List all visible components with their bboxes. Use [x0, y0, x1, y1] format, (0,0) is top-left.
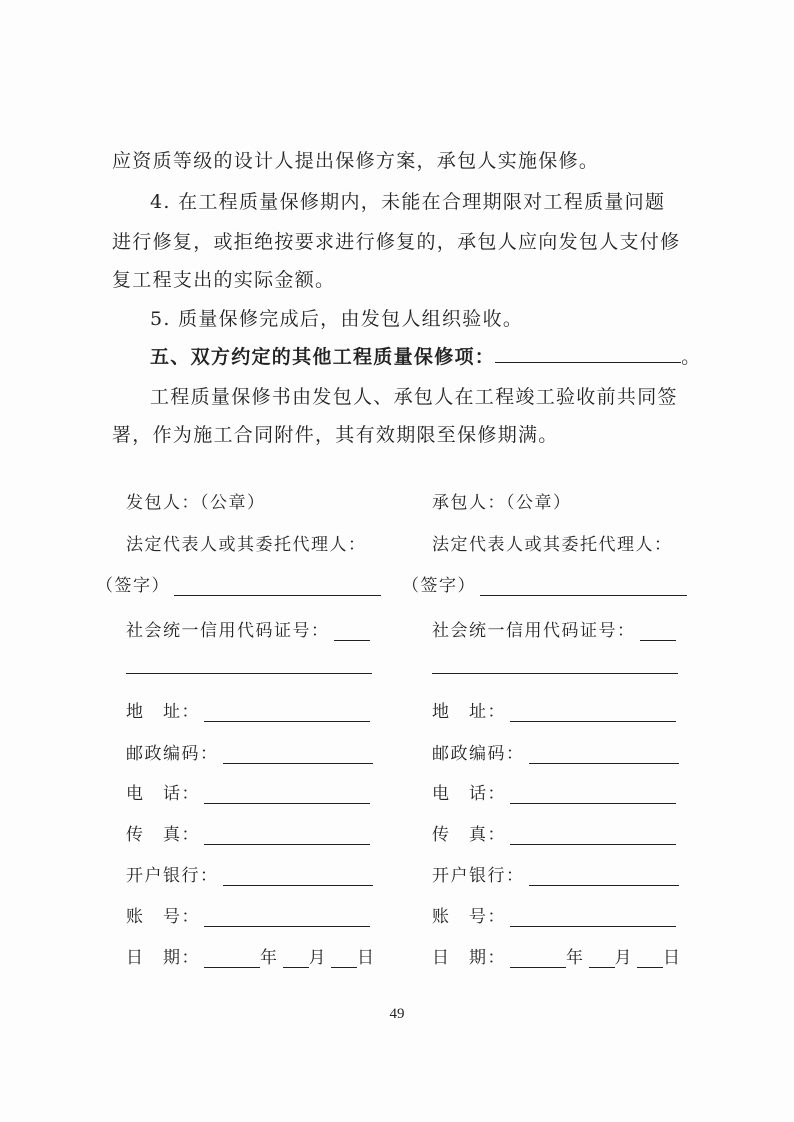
- right-credit-line-2: [432, 672, 678, 674]
- left-date-row: [126, 943, 376, 968]
- left-month-label: 月: [308, 948, 327, 968]
- right-day-line: [637, 949, 663, 968]
- paragraph-line: 署，作为施工合同附件，其有效期限至保修期满。: [112, 424, 559, 446]
- right-year-line: [510, 949, 566, 968]
- right-zip-line: [529, 745, 679, 764]
- right-sign-label: （签字）: [402, 576, 476, 596]
- left-credit-label: 社会统一信用代码证号：: [126, 621, 330, 641]
- left-credit-line-2: [126, 672, 372, 674]
- right-zip-label: 邮政编码：: [432, 744, 525, 764]
- left-addr-row: [126, 697, 370, 722]
- right-bank-line: [529, 867, 679, 886]
- paragraph-line: 应资质等级的设计人提出保修方案，承包人实施保修。: [112, 150, 600, 172]
- left-tel-label: 电 话：: [126, 784, 200, 804]
- right-bank-label: 开户银行：: [432, 866, 525, 886]
- right-fax-label: 传 真：: [432, 825, 506, 845]
- left-year-label: 年: [260, 948, 279, 968]
- left-zip-label: 邮政编码：: [126, 744, 219, 764]
- right-rep: [432, 530, 673, 555]
- left-tel-line: [204, 785, 370, 804]
- right-credit-line: [640, 622, 676, 641]
- left-zip-row: [126, 739, 373, 764]
- right-party-label: 承包人：（公章）: [432, 493, 572, 513]
- right-acct-row: [432, 902, 676, 927]
- right-fax-row: [432, 820, 676, 845]
- section-heading-end: 。: [681, 346, 702, 368]
- right-fax-line: [510, 826, 676, 845]
- left-sign-label: （签字）: [96, 576, 170, 596]
- left-party: [126, 488, 266, 513]
- left-month-line: [283, 949, 309, 968]
- left-party-label: 发包人：（公章）: [126, 493, 266, 513]
- right-tel-line: [510, 785, 676, 804]
- left-rep-label: 法定代表人或其委托代理人：: [126, 535, 367, 555]
- right-acct-label: 账 号：: [432, 907, 506, 927]
- paragraph-line: 进行修复，或拒绝按要求进行修复的，承包人应向发包人支付修: [112, 231, 681, 253]
- right-tel-row: [432, 779, 676, 804]
- right-sign-row: [402, 571, 687, 596]
- right-zip-row: [432, 739, 679, 764]
- right-date-row: [432, 943, 682, 968]
- right-party: [432, 488, 572, 513]
- left-bank-row: [126, 861, 373, 886]
- right-month-line: [589, 949, 615, 968]
- section-heading: [150, 342, 701, 369]
- left-bank-line: [223, 867, 373, 886]
- section-heading-text: 五、双方约定的其他工程质量保修项：: [150, 346, 496, 368]
- right-rep-label: 法定代表人或其委托代理人：: [432, 535, 673, 555]
- right-date-label: 日 期：: [432, 948, 506, 968]
- left-addr-label: 地 址：: [126, 702, 200, 722]
- left-fax-row: [126, 820, 370, 845]
- paragraph-line: 工程质量保修书由发包人、承包人在工程竣工验收前共同签: [150, 386, 678, 408]
- right-credit-label: 社会统一信用代码证号：: [432, 621, 636, 641]
- left-rep: [126, 530, 367, 555]
- paragraph-line: 复工程支出的实际金额。: [112, 269, 336, 291]
- paragraph-line: 4. 在工程质量保修期内，未能在合理期限对工程质量问题: [150, 191, 666, 213]
- left-date-label: 日 期：: [126, 948, 200, 968]
- left-acct-label: 账 号：: [126, 907, 200, 927]
- page-number: 49: [389, 1006, 405, 1022]
- left-sign-row: [96, 571, 381, 596]
- left-year-line: [204, 949, 260, 968]
- left-sign-line: [174, 577, 381, 596]
- left-credit-line: [334, 622, 370, 641]
- right-credit-row: [432, 616, 676, 641]
- right-tel-label: 电 话：: [432, 784, 506, 804]
- left-credit-row: [126, 616, 370, 641]
- right-year-label: 年: [566, 948, 585, 968]
- left-tel-row: [126, 779, 370, 804]
- right-acct-line: [510, 908, 676, 927]
- left-addr-line: [204, 703, 370, 722]
- paragraph-line: 5. 质量保修完成后，由发包人组织验收。: [150, 308, 524, 330]
- left-day-line: [331, 949, 357, 968]
- right-addr-line: [510, 703, 676, 722]
- left-acct-row: [126, 902, 370, 927]
- right-addr-label: 地 址：: [432, 702, 506, 722]
- right-month-label: 月: [614, 948, 633, 968]
- left-day-label: 日: [357, 948, 376, 968]
- left-zip-line: [223, 745, 373, 764]
- left-fax-line: [204, 826, 370, 845]
- right-addr-row: [432, 697, 676, 722]
- right-bank-row: [432, 861, 679, 886]
- right-day-label: 日: [663, 948, 682, 968]
- right-sign-line: [480, 577, 687, 596]
- left-bank-label: 开户银行：: [126, 866, 219, 886]
- blank-line: [495, 342, 681, 363]
- left-acct-line: [204, 908, 370, 927]
- left-fax-label: 传 真：: [126, 825, 200, 845]
